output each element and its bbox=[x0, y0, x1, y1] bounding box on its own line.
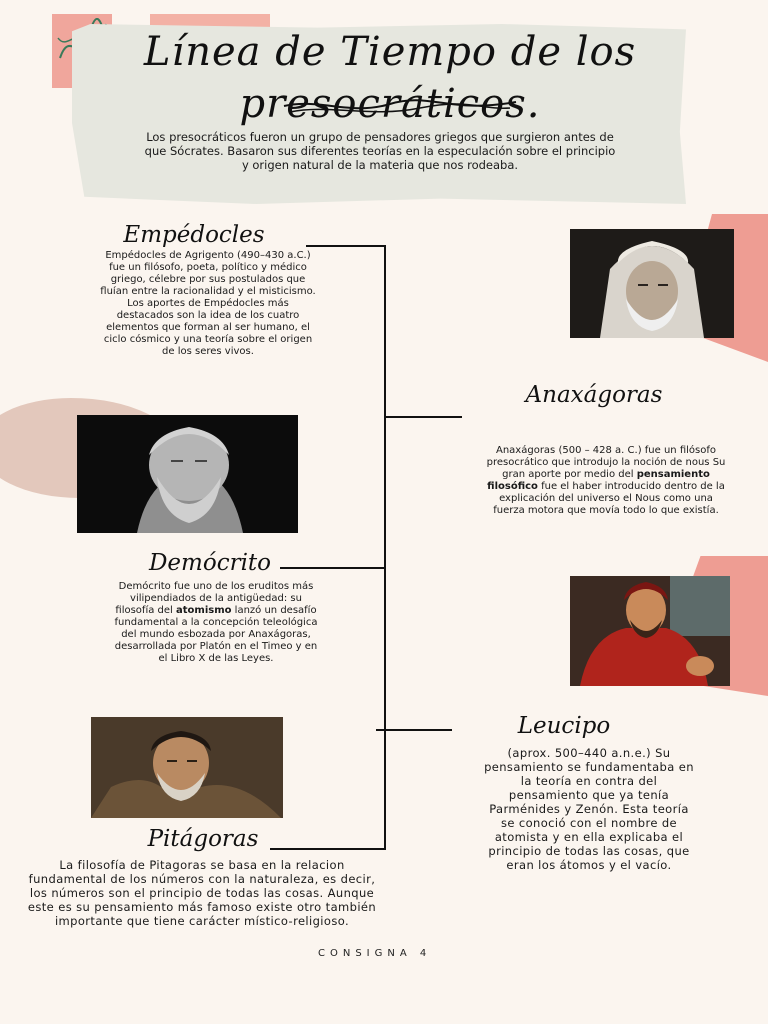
democrito-bold-term: atomismo bbox=[176, 605, 232, 616]
pitagoras-text: La filosofía de Pitagoras se basa en la relacion fundamental de los números con la naturaleza, es decir, los números son el principio de todas las cosas. Aunque este es su pensamiento más famoso existe otro también importante que tiene carácter místico-religioso. bbox=[27, 858, 377, 928]
anaxagoras-bust-image bbox=[77, 415, 298, 533]
page-title-line1: Línea de Tiempo de los bbox=[143, 29, 637, 75]
timeline-branch-anaxagoras bbox=[384, 416, 462, 418]
timeline-branch-leucipo bbox=[376, 729, 452, 731]
anaxagoras-name: Anaxágoras bbox=[525, 382, 663, 408]
leucipo-name: Leucipo bbox=[517, 713, 611, 739]
leucipo-portrait bbox=[91, 717, 283, 818]
empedocles-portrait bbox=[570, 229, 734, 338]
pitagoras-name: Pitágoras bbox=[147, 826, 259, 852]
intro-text: Los presocráticos fueron un grupo de pensadores griegos que surgieron antes de que Sócrates. Basaron sus diferentes teorías en la especulación sobre el principio y origen natural de la materia que nos rodeaba. bbox=[144, 130, 616, 172]
footer-consigna: CONSIGNA 4 bbox=[318, 948, 432, 959]
democrito-text: Demócrito fue uno de los eruditos más vilipendiados de la antigüedad: su filosofía del atomismo lanzó un desafío fundamental a la concepción teleológica del mundo esbozada por Anaxágoras, desarrollada por Platón en el Timeo y en el Libro X de las Leyes. bbox=[114, 581, 318, 664]
page-title-line2: presocráticos. bbox=[239, 81, 541, 127]
empedocles-name: Empédocles bbox=[123, 222, 265, 248]
democrito-portrait bbox=[570, 576, 730, 686]
timeline-branch-empedocles bbox=[306, 245, 386, 247]
anaxagoras-bold-term: pensamiento filosófico bbox=[487, 469, 710, 492]
democrito-name: Demócrito bbox=[148, 550, 272, 576]
leucipo-text: (aprox. 500–440 a.n.e.) Su pensamiento se fundamentaba en la teoría en contra del pensamiento que ya tenía Parménides y Zenón. Esta teoría se conoció con el nombre de atomista y en ella explicaba el principio de todas las cosas, que eran los átomos y el vacío. bbox=[484, 746, 694, 872]
title-strike-scribble bbox=[280, 96, 520, 120]
timeline-axis bbox=[384, 246, 386, 850]
anaxagoras-text: Anaxágoras (500 – 428 a. C.) fue un filósofo presocrático que introdujo la noción de nous Su gran aporte por medio del pensamiento filosófico fue el haber introducido dentro de la explicación del universo el Nous como una fuerza motora que movía todo lo que existía. bbox=[486, 445, 726, 516]
empedocles-text: Empédocles de Agrigento (490–430 a.C.) fue un filósofo, poeta, político y médico griego, célebre por sus postulados que fluían entre la racionalidad y el misticismo. Los aportes de Empédocles más destacados son la idea de los cuatro elementos que forman al ser humano, el ciclo cósmico y una teoría sobre el origen de los seres vivos. bbox=[100, 250, 316, 357]
